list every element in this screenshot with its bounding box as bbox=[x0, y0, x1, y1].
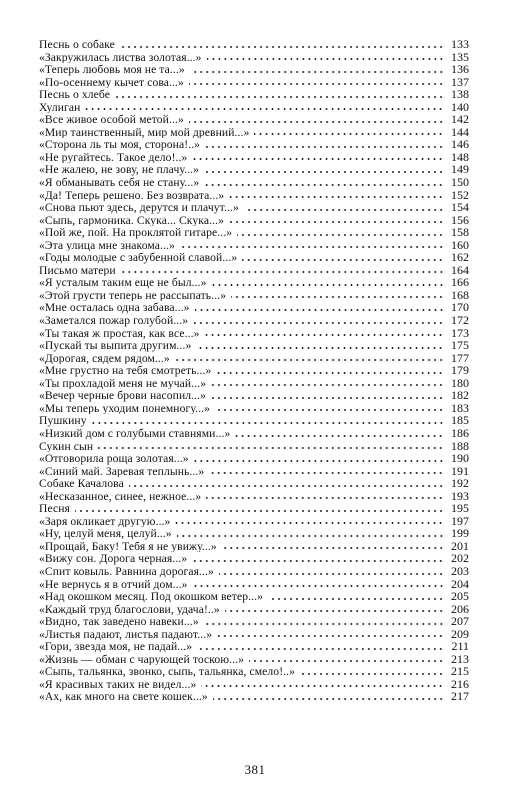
toc-entry bbox=[39, 276, 469, 289]
dot-leader bbox=[189, 83, 444, 85]
toc-entry-title: Сукин сын bbox=[39, 440, 94, 453]
dot-leader bbox=[189, 121, 444, 123]
toc-entry bbox=[39, 151, 469, 164]
toc-entry-title: «Мы теперь уходим понемногу...» bbox=[39, 402, 210, 415]
toc-entry bbox=[39, 477, 469, 490]
toc-entry bbox=[39, 88, 469, 101]
toc-entry bbox=[39, 189, 469, 202]
dot-leader bbox=[300, 673, 444, 675]
toc-entry-title: «По-осеннему кычет сова...» bbox=[39, 76, 184, 89]
dot-leader bbox=[215, 409, 444, 411]
toc-entry bbox=[39, 515, 469, 528]
toc-entry bbox=[39, 527, 469, 540]
toc-entry-title: Письмо матери bbox=[39, 264, 116, 277]
dot-leader bbox=[242, 259, 444, 261]
toc-entry-page: 205 bbox=[451, 590, 469, 603]
toc-entry-title: «Каждый труд благослови, удача!..» bbox=[39, 603, 220, 616]
dot-leader bbox=[206, 497, 444, 499]
dot-leader bbox=[115, 96, 444, 98]
toc-entry-page: 175 bbox=[451, 339, 469, 352]
toc-entry-page: 192 bbox=[451, 477, 469, 490]
dot-leader bbox=[222, 547, 444, 549]
toc-entry bbox=[39, 452, 469, 465]
toc-entry-page: 160 bbox=[451, 238, 469, 252]
dot-leader bbox=[207, 58, 444, 60]
dot-leader bbox=[217, 635, 444, 637]
toc-entry-page: 158 bbox=[451, 226, 469, 239]
dot-leader bbox=[85, 108, 444, 110]
toc-entry-title: «Дорогая, сядем рядом...» bbox=[39, 352, 170, 365]
toc-entry-page: 203 bbox=[451, 564, 469, 578]
toc-entry bbox=[39, 251, 469, 264]
toc-entry-page: 211 bbox=[451, 640, 469, 653]
toc-entry-title: «Снова пьют здесь, дерутся и плачут...» bbox=[39, 202, 239, 214]
table-of-contents bbox=[39, 38, 469, 703]
dot-leader bbox=[235, 435, 444, 437]
toc-entry-page: 142 bbox=[451, 113, 469, 126]
toc-entry-title: «Несказанное, синее, нежное...» bbox=[39, 490, 202, 503]
dot-leader bbox=[177, 535, 444, 537]
dot-leader bbox=[129, 485, 444, 487]
dot-leader bbox=[225, 610, 444, 612]
dot-leader bbox=[192, 560, 444, 562]
dot-leader bbox=[213, 698, 444, 700]
toc-entry bbox=[39, 339, 469, 352]
toc-entry bbox=[39, 63, 469, 76]
toc-entry-title: «Прощай, Баку! Тебя я не увижу...» bbox=[39, 540, 217, 553]
toc-entry-title: Песнь о собаке bbox=[39, 39, 115, 51]
dot-leader bbox=[229, 196, 444, 198]
dot-leader bbox=[196, 347, 444, 349]
toc-entry bbox=[39, 490, 469, 503]
toc-entry-title: «Вижу сон. Дорога черная...» bbox=[39, 553, 188, 565]
toc-entry bbox=[39, 226, 469, 239]
dot-leader bbox=[204, 334, 444, 336]
toc-entry bbox=[39, 414, 469, 427]
toc-entry-page: 201 bbox=[451, 539, 469, 553]
toc-entry-page: 204 bbox=[451, 577, 469, 591]
dot-leader bbox=[244, 209, 444, 211]
toc-entry bbox=[39, 565, 469, 578]
toc-entry-title: «Спит ковыль. Равнина дорогая...» bbox=[39, 565, 214, 578]
toc-entry-page: 179 bbox=[451, 364, 469, 377]
dot-leader bbox=[193, 585, 444, 587]
toc-entry bbox=[39, 427, 469, 440]
toc-entry bbox=[39, 264, 469, 277]
toc-entry bbox=[39, 590, 469, 603]
toc-entry-title: «Отговорила роща золотая...» bbox=[39, 453, 189, 465]
toc-entry-page: 188 bbox=[451, 439, 469, 453]
toc-entry-title: «Ты такая ж простая, как все...» bbox=[39, 327, 200, 340]
dot-leader bbox=[193, 322, 444, 324]
toc-entry-page: 137 bbox=[451, 75, 469, 89]
toc-entry-title: «Заря окликает другую...» bbox=[39, 515, 171, 528]
toc-entry-title: «Не жалею, не зову, не плачу...» bbox=[39, 164, 200, 177]
dot-leader bbox=[212, 284, 445, 286]
toc-entry-page: 193 bbox=[451, 489, 469, 503]
toc-entry bbox=[39, 678, 469, 691]
toc-entry-page: 197 bbox=[451, 514, 469, 528]
toc-entry bbox=[39, 389, 469, 402]
toc-entry bbox=[39, 314, 469, 327]
toc-entry bbox=[39, 603, 469, 616]
toc-entry-title: «Мир таинственный, мир мой древний...» bbox=[39, 126, 250, 139]
toc-entry-page: 170 bbox=[451, 301, 469, 315]
dot-leader bbox=[268, 598, 444, 600]
toc-entry bbox=[39, 502, 469, 515]
toc-entry-page: 183 bbox=[451, 401, 469, 415]
dot-leader bbox=[180, 246, 444, 248]
toc-entry bbox=[39, 690, 469, 703]
toc-entry-title: «Этой грусти теперь не рассыпать...» bbox=[39, 289, 227, 302]
dot-leader bbox=[219, 573, 444, 575]
toc-entry bbox=[39, 615, 469, 628]
toc-entry bbox=[39, 76, 469, 89]
toc-entry bbox=[39, 301, 469, 314]
toc-entry-title: «Я обманывать себя не стану...» bbox=[39, 177, 200, 189]
toc-entry-title: Песнь о хлебе bbox=[39, 89, 110, 101]
toc-entry-title: «Заметался пожар голубой...» bbox=[39, 315, 189, 327]
toc-entry-title: Хулиган bbox=[39, 101, 81, 114]
toc-entry-title: «Жизнь — обман с чарующей тоскою...» bbox=[39, 653, 244, 666]
toc-entry-page: 146 bbox=[451, 138, 469, 151]
toc-entry-page: 149 bbox=[451, 163, 469, 177]
toc-entry-title: «Низкий дом с голубыми ставнями...» bbox=[39, 427, 231, 440]
dot-leader bbox=[229, 221, 444, 223]
toc-entry-title: «Синий май. Заревая теплынь...» bbox=[39, 465, 205, 478]
toc-entry-page: 162 bbox=[451, 251, 469, 264]
toc-entry bbox=[39, 163, 469, 176]
toc-entry-title: «Мне грустно на тебя смотреть...» bbox=[39, 365, 212, 377]
dot-leader bbox=[211, 384, 444, 386]
toc-entry-title: «Я красивых таких не видел...» bbox=[39, 678, 197, 691]
toc-entry-page: 150 bbox=[451, 176, 469, 189]
toc-entry bbox=[39, 214, 469, 227]
toc-entry-page: 154 bbox=[451, 201, 469, 214]
toc-entry-page: 207 bbox=[451, 615, 469, 628]
dot-leader bbox=[121, 271, 444, 273]
dot-leader bbox=[211, 397, 444, 399]
toc-entry-page: 182 bbox=[451, 389, 469, 402]
toc-entry-title: «Да! Теперь решено. Без возврата...» bbox=[39, 189, 225, 202]
toc-entry-page: 216 bbox=[451, 677, 469, 691]
toc-entry-page: 166 bbox=[451, 276, 469, 289]
dot-leader bbox=[120, 46, 444, 48]
toc-entry-page: 148 bbox=[451, 150, 469, 164]
toc-entry bbox=[39, 402, 469, 415]
toc-entry-page: 164 bbox=[451, 263, 469, 277]
toc-entry bbox=[39, 540, 469, 553]
toc-entry bbox=[39, 640, 469, 653]
toc-entry bbox=[39, 239, 469, 252]
toc-entry bbox=[39, 176, 469, 189]
dot-leader bbox=[75, 510, 444, 512]
toc-entry-page: 168 bbox=[451, 288, 469, 302]
toc-entry-page: 209 bbox=[451, 627, 469, 641]
toc-entry bbox=[39, 578, 469, 591]
toc-entry-title: «Закружилась листва золотая...» bbox=[39, 51, 202, 64]
toc-entry-page: 213 bbox=[451, 652, 469, 666]
dot-leader bbox=[195, 309, 444, 311]
toc-entry bbox=[39, 113, 469, 126]
toc-entry-page: 195 bbox=[451, 502, 469, 515]
toc-entry bbox=[39, 126, 469, 139]
toc-entry-page: 190 bbox=[451, 452, 469, 465]
toc-entry-page: 173 bbox=[451, 326, 469, 340]
toc-entry-title: «Пускай ты выпита другим...» bbox=[39, 340, 192, 352]
toc-entry bbox=[39, 38, 469, 51]
toc-entry-page: 180 bbox=[451, 376, 469, 390]
dot-leader bbox=[204, 623, 444, 625]
dot-leader bbox=[204, 171, 444, 173]
dot-leader bbox=[254, 133, 444, 135]
toc-entry-title: «Вечер черные брови насопил...» bbox=[39, 390, 207, 402]
toc-entry-title: «Видно, так заведено навеки...» bbox=[39, 616, 199, 628]
toc-entry bbox=[39, 51, 469, 64]
dot-leader bbox=[209, 472, 444, 474]
toc-entry-title: «Эта улица мне знакома...» bbox=[39, 239, 175, 252]
dot-leader bbox=[175, 522, 444, 524]
dot-leader bbox=[231, 296, 444, 298]
toc-entry-title: «Сыпь, тальянка, звонко, сыпь, тальянка, смело!..» bbox=[39, 666, 296, 678]
toc-entry-title: «Ах, как много на свете кошек...» bbox=[39, 691, 208, 703]
toc-entry-title: «Не ругайтесь. Такое дело!..» bbox=[39, 151, 188, 164]
toc-entry bbox=[39, 327, 469, 340]
dot-leader bbox=[175, 359, 444, 361]
toc-entry-page: 206 bbox=[451, 602, 469, 616]
toc-entry bbox=[39, 352, 469, 365]
toc-entry-page: 136 bbox=[451, 63, 469, 76]
toc-entry-page: 215 bbox=[451, 665, 469, 678]
toc-entry-title: «Ну, целуй меня, целуй...» bbox=[39, 528, 172, 540]
toc-entry-title: «Мне осталась одна забава...» bbox=[39, 302, 190, 315]
toc-entry-page: 217 bbox=[451, 690, 469, 703]
dot-leader bbox=[98, 447, 444, 449]
dot-leader bbox=[92, 422, 444, 424]
toc-entry bbox=[39, 628, 469, 641]
toc-entry bbox=[39, 201, 469, 214]
toc-entry bbox=[39, 138, 469, 151]
toc-entry-title: «Пой же, пой. На проклятой гитаре...» bbox=[39, 227, 233, 239]
toc-entry-title: «Гори, звезда моя, не падай...» bbox=[39, 641, 193, 653]
dot-leader bbox=[192, 158, 444, 160]
toc-entry-title: «Не вернусь я в отчий дом...» bbox=[39, 578, 188, 591]
toc-entry-page: 172 bbox=[451, 314, 469, 327]
dot-leader bbox=[197, 648, 444, 650]
toc-entry-page: 185 bbox=[451, 414, 469, 427]
toc-entry-page: 140 bbox=[451, 100, 469, 114]
toc-entry bbox=[39, 552, 469, 565]
toc-entry-title: «Я усталым таким еще не был...» bbox=[39, 277, 207, 289]
dot-leader bbox=[201, 685, 444, 687]
toc-entry-title: Песня bbox=[39, 503, 70, 515]
toc-entry bbox=[39, 465, 469, 478]
toc-entry-page: 177 bbox=[451, 351, 469, 365]
dot-leader bbox=[249, 660, 444, 662]
toc-entry-title: «Сыпь, гармоника. Скука... Скука...» bbox=[39, 214, 224, 227]
toc-entry-page: 156 bbox=[451, 213, 469, 227]
toc-entry-title: «Сторона ль ты моя, сторона!..» bbox=[39, 139, 201, 151]
toc-entry bbox=[39, 665, 469, 678]
toc-entry-title: «Над окошком месяц. Под окошком ветер...» bbox=[39, 591, 263, 603]
toc-entry-title: «Листья падают, листья падают...» bbox=[39, 628, 213, 641]
toc-entry-page: 133 bbox=[451, 38, 469, 51]
dot-leader bbox=[205, 146, 444, 148]
toc-entry-page: 202 bbox=[451, 552, 469, 565]
toc-entry-page: 186 bbox=[451, 426, 469, 440]
toc-entry bbox=[39, 101, 469, 114]
dot-leader bbox=[190, 71, 444, 73]
toc-entry bbox=[39, 289, 469, 302]
toc-entry-title: Пушкину bbox=[39, 415, 87, 427]
toc-entry bbox=[39, 364, 469, 377]
dot-leader bbox=[237, 234, 444, 236]
toc-entry-title: «Теперь любовь моя не та...» bbox=[39, 64, 185, 76]
toc-entry bbox=[39, 440, 469, 453]
toc-entry-page: 144 bbox=[451, 125, 469, 139]
toc-entry-title: «Ты прохладой меня не мучай...» bbox=[39, 377, 207, 390]
toc-entry-page: 152 bbox=[451, 188, 469, 202]
toc-entry bbox=[39, 653, 469, 666]
dot-leader bbox=[204, 184, 444, 186]
dot-leader bbox=[194, 460, 444, 462]
page-number: 381 bbox=[244, 762, 266, 777]
toc-entry-page: 135 bbox=[451, 50, 469, 64]
toc-entry-page: 199 bbox=[451, 527, 469, 540]
toc-entry-title: «Все живое особой метой...» bbox=[39, 114, 184, 126]
toc-entry-page: 138 bbox=[451, 88, 469, 101]
dot-leader bbox=[216, 372, 444, 374]
toc-entry-page: 191 bbox=[451, 464, 469, 478]
toc-entry-title: Собаке Качалова bbox=[39, 478, 124, 490]
toc-entry-title: «Годы молодые с забубенной славой...» bbox=[39, 252, 238, 264]
toc-entry bbox=[39, 377, 469, 390]
